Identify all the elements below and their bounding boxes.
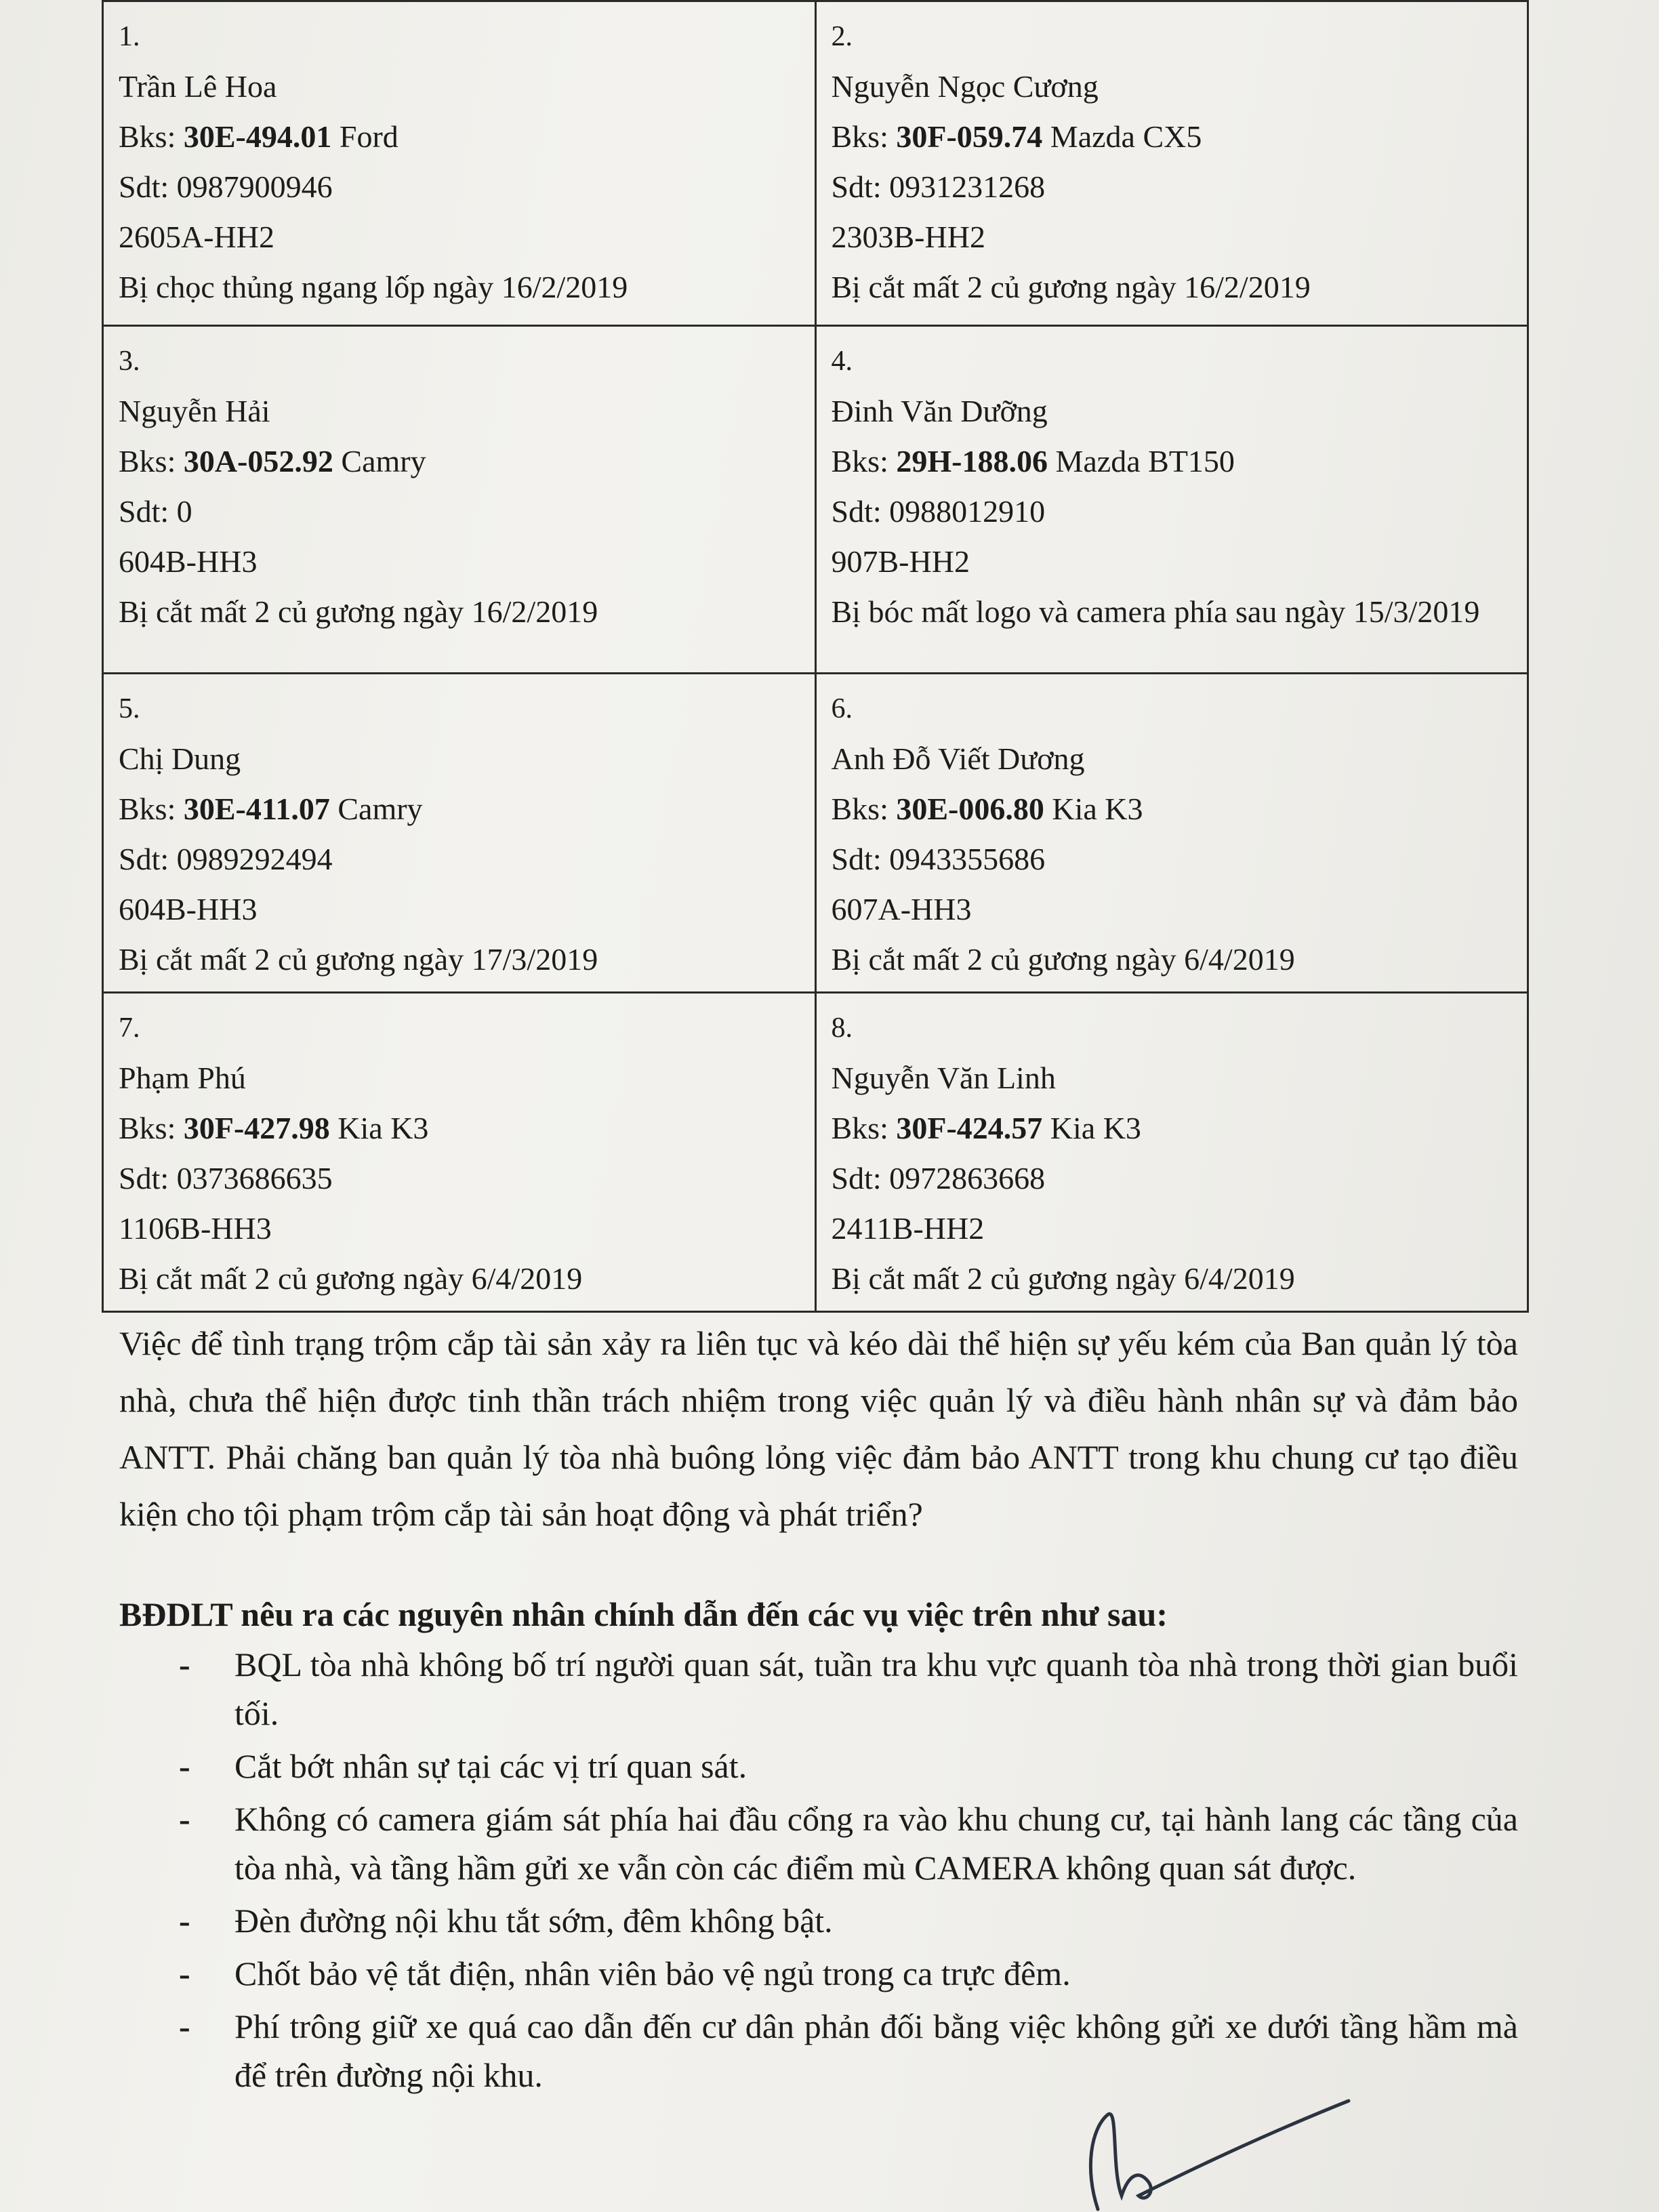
incident-description: Bị cắt mất 2 củ gương ngày 17/3/2019 [119, 942, 598, 977]
cell-index: 7. [119, 1012, 140, 1044]
list-item [119, 1742, 1518, 1790]
incident-cell [815, 993, 1528, 1312]
phone-line: Sdt: 0989292494 [119, 842, 333, 876]
car-model: Mazda CX5 [1050, 119, 1202, 154]
bullet-dash: - [179, 1902, 190, 1940]
plate-line [119, 784, 800, 834]
owner-name: Đinh Văn Dưỡng [831, 394, 1048, 428]
phone-line: Sdt: 0 [119, 494, 192, 529]
cause-text: BQL tòa nhà không bố trí người quan sát, tuần tra khu vực quanh tòa nhà trong thời gian buổi tối. [234, 1645, 1518, 1732]
table-row [103, 993, 1528, 1312]
plate-number: 30E-006.80 [896, 792, 1044, 826]
bullet-dash: - [179, 1954, 190, 1992]
phone-line: Sdt: 0988012910 [831, 494, 1046, 529]
list-item [119, 1896, 1518, 1945]
incident-description: Bị cắt mất 2 củ gương ngày 6/4/2019 [119, 1261, 583, 1296]
phone-line: Sdt: 0972863668 [831, 1161, 1046, 1195]
plate-number: 30F-059.74 [896, 119, 1043, 154]
list-item [119, 2002, 1518, 2100]
incident-description: Bị cắt mất 2 củ gương ngày 6/4/2019 [831, 942, 1295, 977]
cause-text: Chốt bảo vệ tắt điện, nhân viên bảo vệ ngủ trong ca trực đêm. [234, 1954, 1071, 1992]
apartment-unit: 1106B-HH3 [119, 1211, 272, 1246]
plate-number: 30F-424.57 [896, 1111, 1043, 1145]
car-model: Camry [341, 444, 426, 478]
car-model: Camry [337, 792, 423, 826]
plate-line [832, 436, 1513, 487]
owner-name: Phạm Phú [119, 1061, 246, 1095]
phone-line: Sdt: 0931231268 [831, 169, 1046, 204]
apartment-unit: 907B-HH2 [831, 544, 970, 579]
car-model: Mazda BT150 [1055, 444, 1235, 478]
bks-label: Bks: [831, 1111, 888, 1145]
handwritten-signature [1071, 2087, 1355, 2212]
bks-label: Bks: [831, 119, 888, 154]
incident-cell [815, 674, 1528, 993]
bks-label: Bks: [831, 792, 888, 826]
cause-text: Không có camera giám sát phía hai đầu cổng ra vào khu chung cư, tại hành lang các tầng của tòa nhà, và tầng hầm gửi xe vẫn còn các điểm mù CAMERA không quan sát được. [234, 1800, 1518, 1887]
table-row [103, 326, 1528, 674]
owner-name: Chị Dung [119, 741, 241, 776]
plate-line [832, 784, 1513, 834]
cell-index: 5. [119, 693, 140, 724]
causes-heading: BĐDLT nêu ra các nguyên nhân chính dẫn đến các vụ việc trên như sau: [119, 1595, 1168, 1633]
cell-index: 3. [119, 346, 140, 377]
phone-line: Sdt: 0943355686 [831, 842, 1046, 876]
plate-number: 30A-052.92 [183, 444, 333, 478]
bks-label: Bks: [119, 1111, 176, 1145]
car-model: Ford [339, 119, 398, 154]
car-model: Kia K3 [1050, 1111, 1141, 1145]
cause-text: Đèn đường nội khu tắt sớm, đêm không bật. [234, 1902, 833, 1940]
bks-label: Bks: [119, 119, 176, 154]
bks-label: Bks: [119, 792, 176, 826]
bullet-dash: - [179, 1645, 190, 1683]
car-model: Kia K3 [1052, 792, 1143, 826]
bks-label: Bks: [831, 444, 888, 478]
apartment-unit: 2605A-HH2 [119, 220, 274, 254]
incident-cell [103, 674, 816, 993]
phone-line: Sdt: 0373686635 [119, 1161, 333, 1195]
owner-name: Nguyễn Văn Linh [831, 1061, 1056, 1095]
list-item [119, 1949, 1518, 1998]
causes-list [119, 1640, 1518, 2104]
incident-description: Bị cắt mất 2 củ gương ngày 6/4/2019 [831, 1261, 1295, 1296]
owner-name: Nguyễn Ngọc Cương [831, 69, 1099, 104]
cell-index: 1. [119, 21, 140, 52]
owner-name: Anh Đỗ Viết Dương [831, 741, 1085, 776]
incident-description: Bị bóc mất logo và camera phía sau ngày 15/3/2019 [831, 594, 1480, 629]
cell-index: 2. [831, 21, 853, 52]
cell-index: 8. [831, 1012, 853, 1044]
incident-cell [103, 993, 816, 1312]
phone-line: Sdt: 0987900946 [119, 169, 333, 204]
plate-line [832, 1103, 1513, 1153]
cause-text: Cắt bớt nhân sự tại các vị trí quan sát. [234, 1747, 747, 1785]
car-model: Kia K3 [337, 1111, 429, 1145]
incident-cell [103, 326, 816, 674]
bullet-dash: - [179, 1747, 190, 1785]
cell-index: 4. [831, 346, 853, 377]
table-row [103, 674, 1528, 993]
apartment-unit: 607A-HH3 [831, 892, 972, 926]
incident-table [102, 0, 1529, 1313]
apartment-unit: 2411B-HH2 [831, 1211, 985, 1246]
owner-name: Trần Lê Hoa [119, 69, 277, 104]
plate-number: 30F-427.98 [183, 1111, 330, 1145]
plate-line [119, 1103, 800, 1153]
incident-cell [815, 1, 1528, 326]
plate-line [119, 436, 800, 487]
bullet-dash: - [179, 1800, 190, 1838]
incident-cell [103, 1, 816, 326]
plate-number: 29H-188.06 [896, 444, 1048, 478]
plate-number: 30E-494.01 [183, 119, 332, 154]
apartment-unit: 2303B-HH2 [831, 220, 985, 254]
bks-label: Bks: [119, 444, 176, 478]
incident-description: Bị cắt mất 2 củ gương ngày 16/2/2019 [119, 594, 598, 629]
apartment-unit: 604B-HH3 [119, 544, 258, 579]
incident-cell [815, 326, 1528, 674]
plate-line [119, 112, 800, 162]
list-item [119, 1640, 1518, 1738]
apartment-unit: 604B-HH3 [119, 892, 258, 926]
owner-name: Nguyễn Hải [119, 394, 270, 428]
plate-number: 30E-411.07 [183, 792, 330, 826]
cell-index: 6. [831, 693, 853, 724]
list-item [119, 1795, 1518, 1892]
cause-text: Phí trông giữ xe quá cao dẫn đến cư dân phản đối bằng việc không gửi xe dưới tầng hầm mà để trên đường nội khu. [234, 2007, 1518, 2094]
incident-description: Bị cắt mất 2 củ gương ngày 16/2/2019 [831, 270, 1311, 304]
table-row [103, 1, 1528, 326]
assessment-paragraph: Việc để tình trạng trộm cắp tài sản xảy ra liên tục và kéo dài thể hiện sự yếu kém của Ban quản lý tòa nhà, chưa thể hiện được tinh thần trách nhiệm trong việc quản lý và điều hành nhân sự và đảm bảo ANTT. Phải chăng ban quản lý tòa nhà buông lỏng việc đảm bảo ANTT trong khu chung cư tạo điều kiện cho tội phạm trộm cắp tài sản hoạt động và phát triển? [119, 1324, 1518, 1533]
incident-description: Bị chọc thủng ngang lốp ngày 16/2/2019 [119, 270, 628, 304]
bullet-dash: - [179, 2007, 190, 2045]
plate-line [832, 112, 1513, 162]
